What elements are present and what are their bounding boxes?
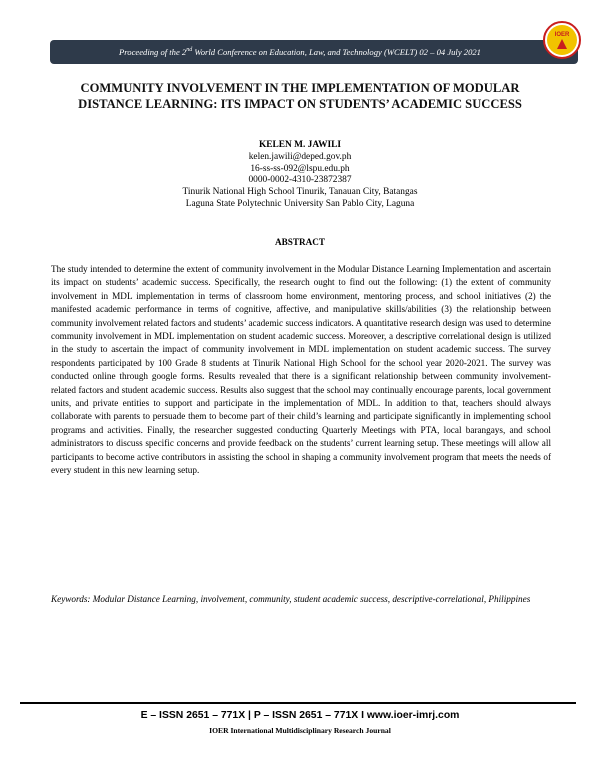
footer-issn: E – ISSN 2651 – 771X | P – ISSN 2651 – 771X I www.ioer-imrj.com — [140, 710, 460, 721]
author-name: KELEN M. JAWILI — [258, 140, 342, 150]
conference-header-text: Proceeding of the 2nd World Conference on Education, Law, and Technology (WCELT) 02 – 04 July 2021 — [119, 47, 481, 57]
ioer-logo-icon — [543, 21, 581, 59]
author-block — [100, 140, 500, 211]
abstract-body: The study intended to determine the extent of community involvement in the Modular Distance Learning Implementation and ascertain its impact on students’ academic success. Specifically, the research ought to find out the following: (1) the extent of community involvement in MDL implementation in terms of classroom home environment, mentoring process, and school initiatives (2) the manifested academic performance in terms of cognitive, affective, and manipulative skills/abilities (3) the relationship between community involvement related factors and students’ academic success indicators. A quantitative research design was used to determine community involvement in MDL implementation on student academic success. Moreover, a descriptive correlational design is utilized in the study to ascertain the impact of community involvement in MDL implementation on student academic success. The survey respondents participated by 100 Grade 8 students at Tinurik National High School for the school year 2020-2021. The survey was conducted online through google forms. Results revealed that there is a significant relationship between community involvement-related factors and student academic success. Results also suggest that the school may continually encourage parents, local government units, and private entities to support and participate in the implementation of MDL. In addition to that, teachers should always collaborate with parents to persuade them to become part of their child’s learning and participate significantly in implementing school programs and activities. Finally, the researcher suggested conducting Quarterly Meetings with PTA, local barangays, and school administrators to discuss specific concerns and provide feedback on the students’ current learning setup. These meetings will allow all participants to become active contributors in assisting the school in shaping a community involvement program that meets the needs of every student in this new learning setup. — [51, 264, 551, 476]
logo-emblem — [547, 25, 577, 55]
footer-divider — [20, 702, 576, 704]
conference-header-bar — [50, 40, 578, 64]
title-line-1: COMMUNITY INVOLVEMENT IN THE IMPLEMENTATION OF MODULAR — [80, 81, 520, 95]
logo-text: IOER — [554, 31, 570, 38]
keywords: Keywords: Modular Distance Learning, involvement, community, student academic success, descriptive-correlational, Philippines — [51, 594, 531, 604]
author-affiliation-2: Laguna State Polytechnic University San Pablo City, Laguna — [185, 198, 415, 209]
author-orcid: 0000-0002-4310-23872387 — [248, 175, 352, 186]
flame-icon — [557, 39, 567, 49]
paper-title — [40, 80, 560, 112]
author-affiliation-1: Tinurik National High School Tinurik, Tanauan City, Batangas — [182, 187, 418, 198]
abstract-heading: ABSTRACT — [274, 237, 326, 247]
author-email: kelen.jawili@deped.gov.ph — [248, 151, 352, 162]
title-line-2: DISTANCE LEARNING: ITS IMPACT ON STUDENTS’ ACADEMIC SUCCESS — [78, 97, 522, 111]
footer-journal-name: IOER International Multidisciplinary Research Journal — [209, 726, 391, 735]
author-student-email: 16-ss-ss-092@lspu.edu.ph — [250, 163, 350, 174]
